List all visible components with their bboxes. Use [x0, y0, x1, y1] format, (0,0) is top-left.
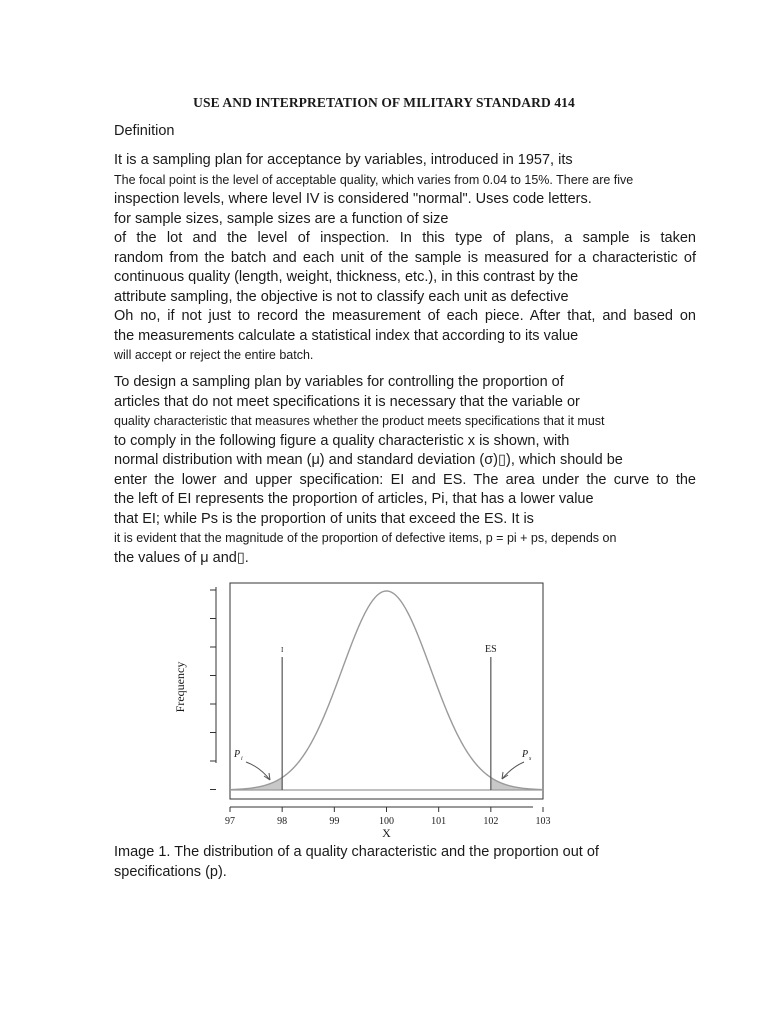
caption-line: Image 1. The distribution of a quality characteristic and the proportion out of [114, 844, 599, 860]
text-line: attribute sampling, the objective is not to classify each unit as defective [114, 288, 569, 305]
definition-heading: Definition [114, 123, 175, 139]
text-line: Oh no, if not just to record the measurement of each piece. After that, and based on [114, 308, 696, 324]
x-tick-label: 103 [535, 816, 551, 827]
pi-label: P [234, 749, 241, 760]
figure-caption [114, 843, 694, 882]
text-line: The focal point is the level of acceptable quality, which varies from 0.04 to 15%. There are five [114, 172, 634, 187]
y-axis-label: Frequency [173, 661, 187, 713]
text-line: articles that do not meet specifications it is necessary that the variable or [114, 393, 580, 410]
x-tick-label: 102 [483, 816, 499, 827]
caption-line: specifications (p). [114, 863, 227, 880]
text-line: inspection levels, where level IV is considered "normal". Uses code letters. [114, 191, 592, 207]
text-line: continuous quality (length, weight, thickness, etc.), in this contrast by the [114, 269, 579, 285]
upper-tail-area [491, 778, 543, 790]
ps-label: P [522, 749, 529, 760]
text-line: the values of μ and▯. [114, 549, 249, 566]
ei-label: I [280, 646, 284, 654]
paragraph-definition [114, 151, 696, 366]
text-line: the measurements calculate a statistical index that according to its value [114, 327, 579, 344]
x-tick-label: 99 [329, 816, 340, 827]
text-line: It is a sampling plan for acceptance by variables, introduced in 1957, its [114, 152, 573, 168]
x-tick-label: 100 [379, 816, 394, 827]
chart-labels [173, 662, 532, 840]
plot-frame [230, 583, 543, 799]
text-line: for sample sizes, sample sizes are a function of size [114, 210, 449, 227]
ps-subscript: s [529, 756, 532, 762]
text-line: To design a sampling plan by variables for controlling the proportion of [114, 374, 564, 390]
pi-subscript: i [241, 756, 243, 762]
x-tick-label: 101 [431, 816, 447, 827]
normal-distribution-figure [160, 575, 560, 843]
text-line: will accept or reject the entire batch. [114, 348, 314, 362]
chart-curve-group [230, 591, 543, 790]
text-line: random from the batch and each unit of the sample is measured for a characteristic of [114, 249, 696, 266]
document-title: USE AND INTERPRETATION OF MILITARY STANDARD 414 [193, 95, 575, 110]
chart-spec-lines [281, 644, 497, 790]
text-line: normal distribution with mean (μ) and standard deviation (σ)▯), which should be [114, 452, 623, 468]
text-line: quality characteristic that measures whether the product meets specifications that it must [114, 414, 605, 428]
text-line: to comply in the following figure a quality characteristic x is shown, with [114, 432, 570, 449]
text-line: that EI; while Ps is the proportion of units that exceed the ES. It is [114, 510, 534, 527]
text-line: it is evident that the magnitude of the proportion of defective items, p = pi + ps, depends on [114, 531, 617, 545]
x-tick-label: 97 [225, 816, 235, 827]
x-tick-label: 98 [277, 816, 288, 827]
text-line: the left of EI represents the proportion of articles, Pi, that has a lower value [114, 491, 594, 507]
es-label: ES [484, 644, 497, 655]
chart-axes [216, 583, 543, 807]
paragraph-design [114, 373, 696, 568]
chart-ticks [210, 590, 551, 827]
text-line: enter the lower and upper specification: EI and ES. The area under the curve to the [114, 471, 696, 488]
text-line: of the lot and the level of inspection. In this type of plans, a sample is taken [114, 230, 696, 246]
x-axis-label: X [382, 826, 391, 840]
normal-curve [230, 591, 543, 790]
chart-shaded-tails [230, 778, 543, 790]
lower-tail-area [230, 778, 282, 790]
